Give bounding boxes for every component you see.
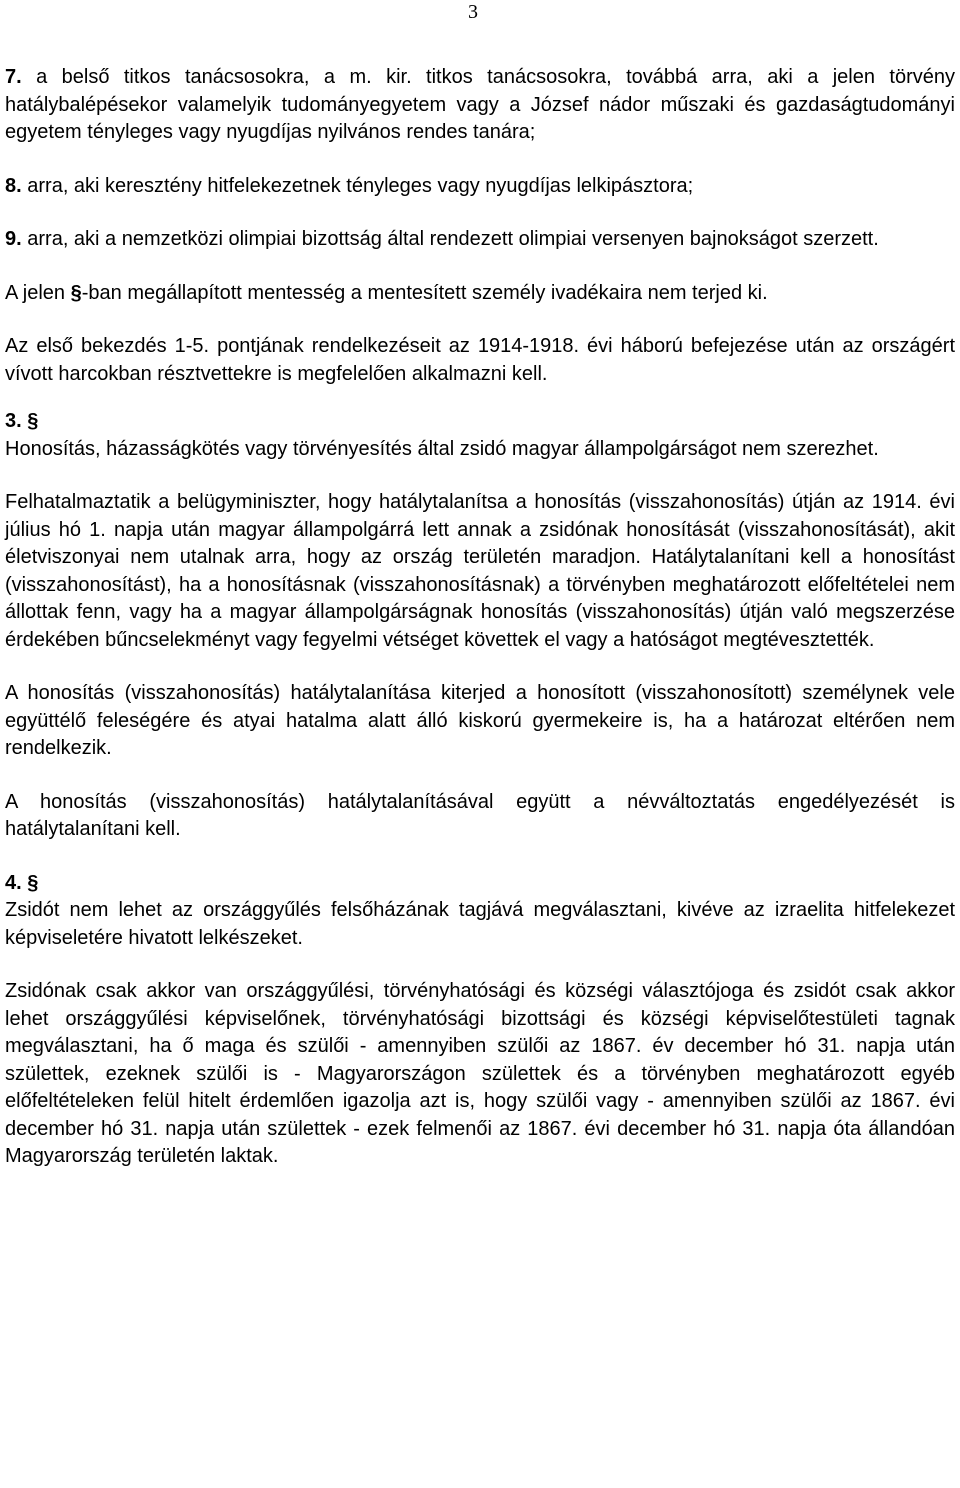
section-number: 4. [5, 871, 22, 894]
paragraph-exemption [5, 280, 955, 308]
section-4-heading [5, 870, 955, 898]
section-3-paragraph-2: Felhatalmaztatik a belügyminiszter, hogy hatálytalanítsa a honosítás (visszahonosítás) útján az 1914. évi július hó 1. napja után magyar állampolgárrá lett annak a zsidónak honosítását (visszahonosítását), akit életviszonyai nem utalnak arra, hogy az ország területén maradjon. Hatálytalanítani kell a honosítást (visszahonosítást), ha a honosításnak (visszahonosításnak) a törvényben meghatározott előfeltételei nem állottak fenn, vagy ha a magyar állampolgárságnak honosítás (visszahonosítás) útján való megszerzése érdekében bűncselekményt vagy fegyelmi vétséget követtek el vagy a hatóságot megtévesztették. [5, 491, 955, 651]
paragraph-text: -ban megállapított mentesség a mentesített személy ivadékaira nem terjed ki. [81, 281, 768, 304]
paragraph-text: A jelen [5, 281, 66, 304]
item-text: arra, aki keresztény hitfelekezetnek tényleges vagy nyugdíjas lelkipásztora; [27, 174, 694, 197]
item-text: a belső titkos tanácsosokra, a m. kir. titkos tanácsosokra, továbbá arra, aki a jelen törvény hatálybalépésekor valamelyik tudományegyetem vagy a József nádor műszaki és gazdaságtudományi egyetem tényleges vagy nyugdíjas nyilvános rendes tanára; [5, 66, 955, 143]
section-4-paragraph-1: Zsidót nem lehet az országgyűlés felsőházának tagjává megválasztani, kivéve az izraelita hitfelekezet képviseletére hivatott lelkészeket. [5, 899, 955, 949]
item-number: 8. [5, 174, 22, 197]
list-item-8 [5, 173, 955, 201]
section-3-heading [5, 408, 955, 436]
list-item-7 [5, 64, 955, 147]
document-body [5, 64, 955, 1171]
item-number: 9. [5, 228, 22, 250]
section-3-paragraph-4: A honosítás (visszahonosítás) hatálytalanításával együtt a névváltoztatás engedélyezését is hatálytalanítani kell. [5, 790, 955, 840]
page-number: 3 [468, 1, 478, 23]
section-number: 3. [5, 410, 22, 432]
item-number: 7. [5, 66, 22, 88]
paragraph-first-clause: Az első bekezdés 1-5. pontjának rendelkezéseit az 1914-1918. évi háború befejezése után az országért vívott harcokban résztvettekre is megfelelően alkalmazni kell. [5, 335, 955, 385]
section-4-paragraph-2: Zsidónak csak akkor van országgyűlési, törvényhatósági és községi választójoga és zsidót csak akkor lehet országgyűlési képviselőnek, törvényhatósági bizottsági és községi képviselőtestületi tagnak megválasztani, ha ő maga és szülői - amennyiben szülői az 1867. év december hó 31. napja után születtek, ezeknek szülői is - Magyarországon születtek és a törvényben meghatározott egyéb előfeltételeken felül hitelt érdemlően igazolja azt is, hogy szülői vagy - amennyiben szülői az 1867. évi december hó 31. napja után születtek - ezek felmenői az 1867. évi december hó 31. napja óta állandóan Magyarország területén laktak. [5, 980, 955, 1167]
item-text: arra, aki a nemzetközi olimpiai bizottság által rendezett olimpiai versenyen bajnokságot szerzett. [27, 228, 879, 250]
section-sign: § [27, 871, 39, 894]
section-3-paragraph-1: Honosítás, házasságkötés vagy törvényesítés által zsidó magyar állampolgárságot nem szerezhet. [5, 437, 879, 460]
list-item-9 [5, 226, 955, 254]
section-sign: § [27, 410, 39, 432]
section-3-paragraph-3: A honosítás (visszahonosítás) hatálytalanítása kiterjed a honosított (visszahonosított) személynek vele együttélő feleségére és atyai hatalma alatt álló kiskorú gyermekeire is, ha a határozat eltérően nem rendelkezik. [5, 682, 955, 759]
section-sign: § [70, 281, 82, 304]
